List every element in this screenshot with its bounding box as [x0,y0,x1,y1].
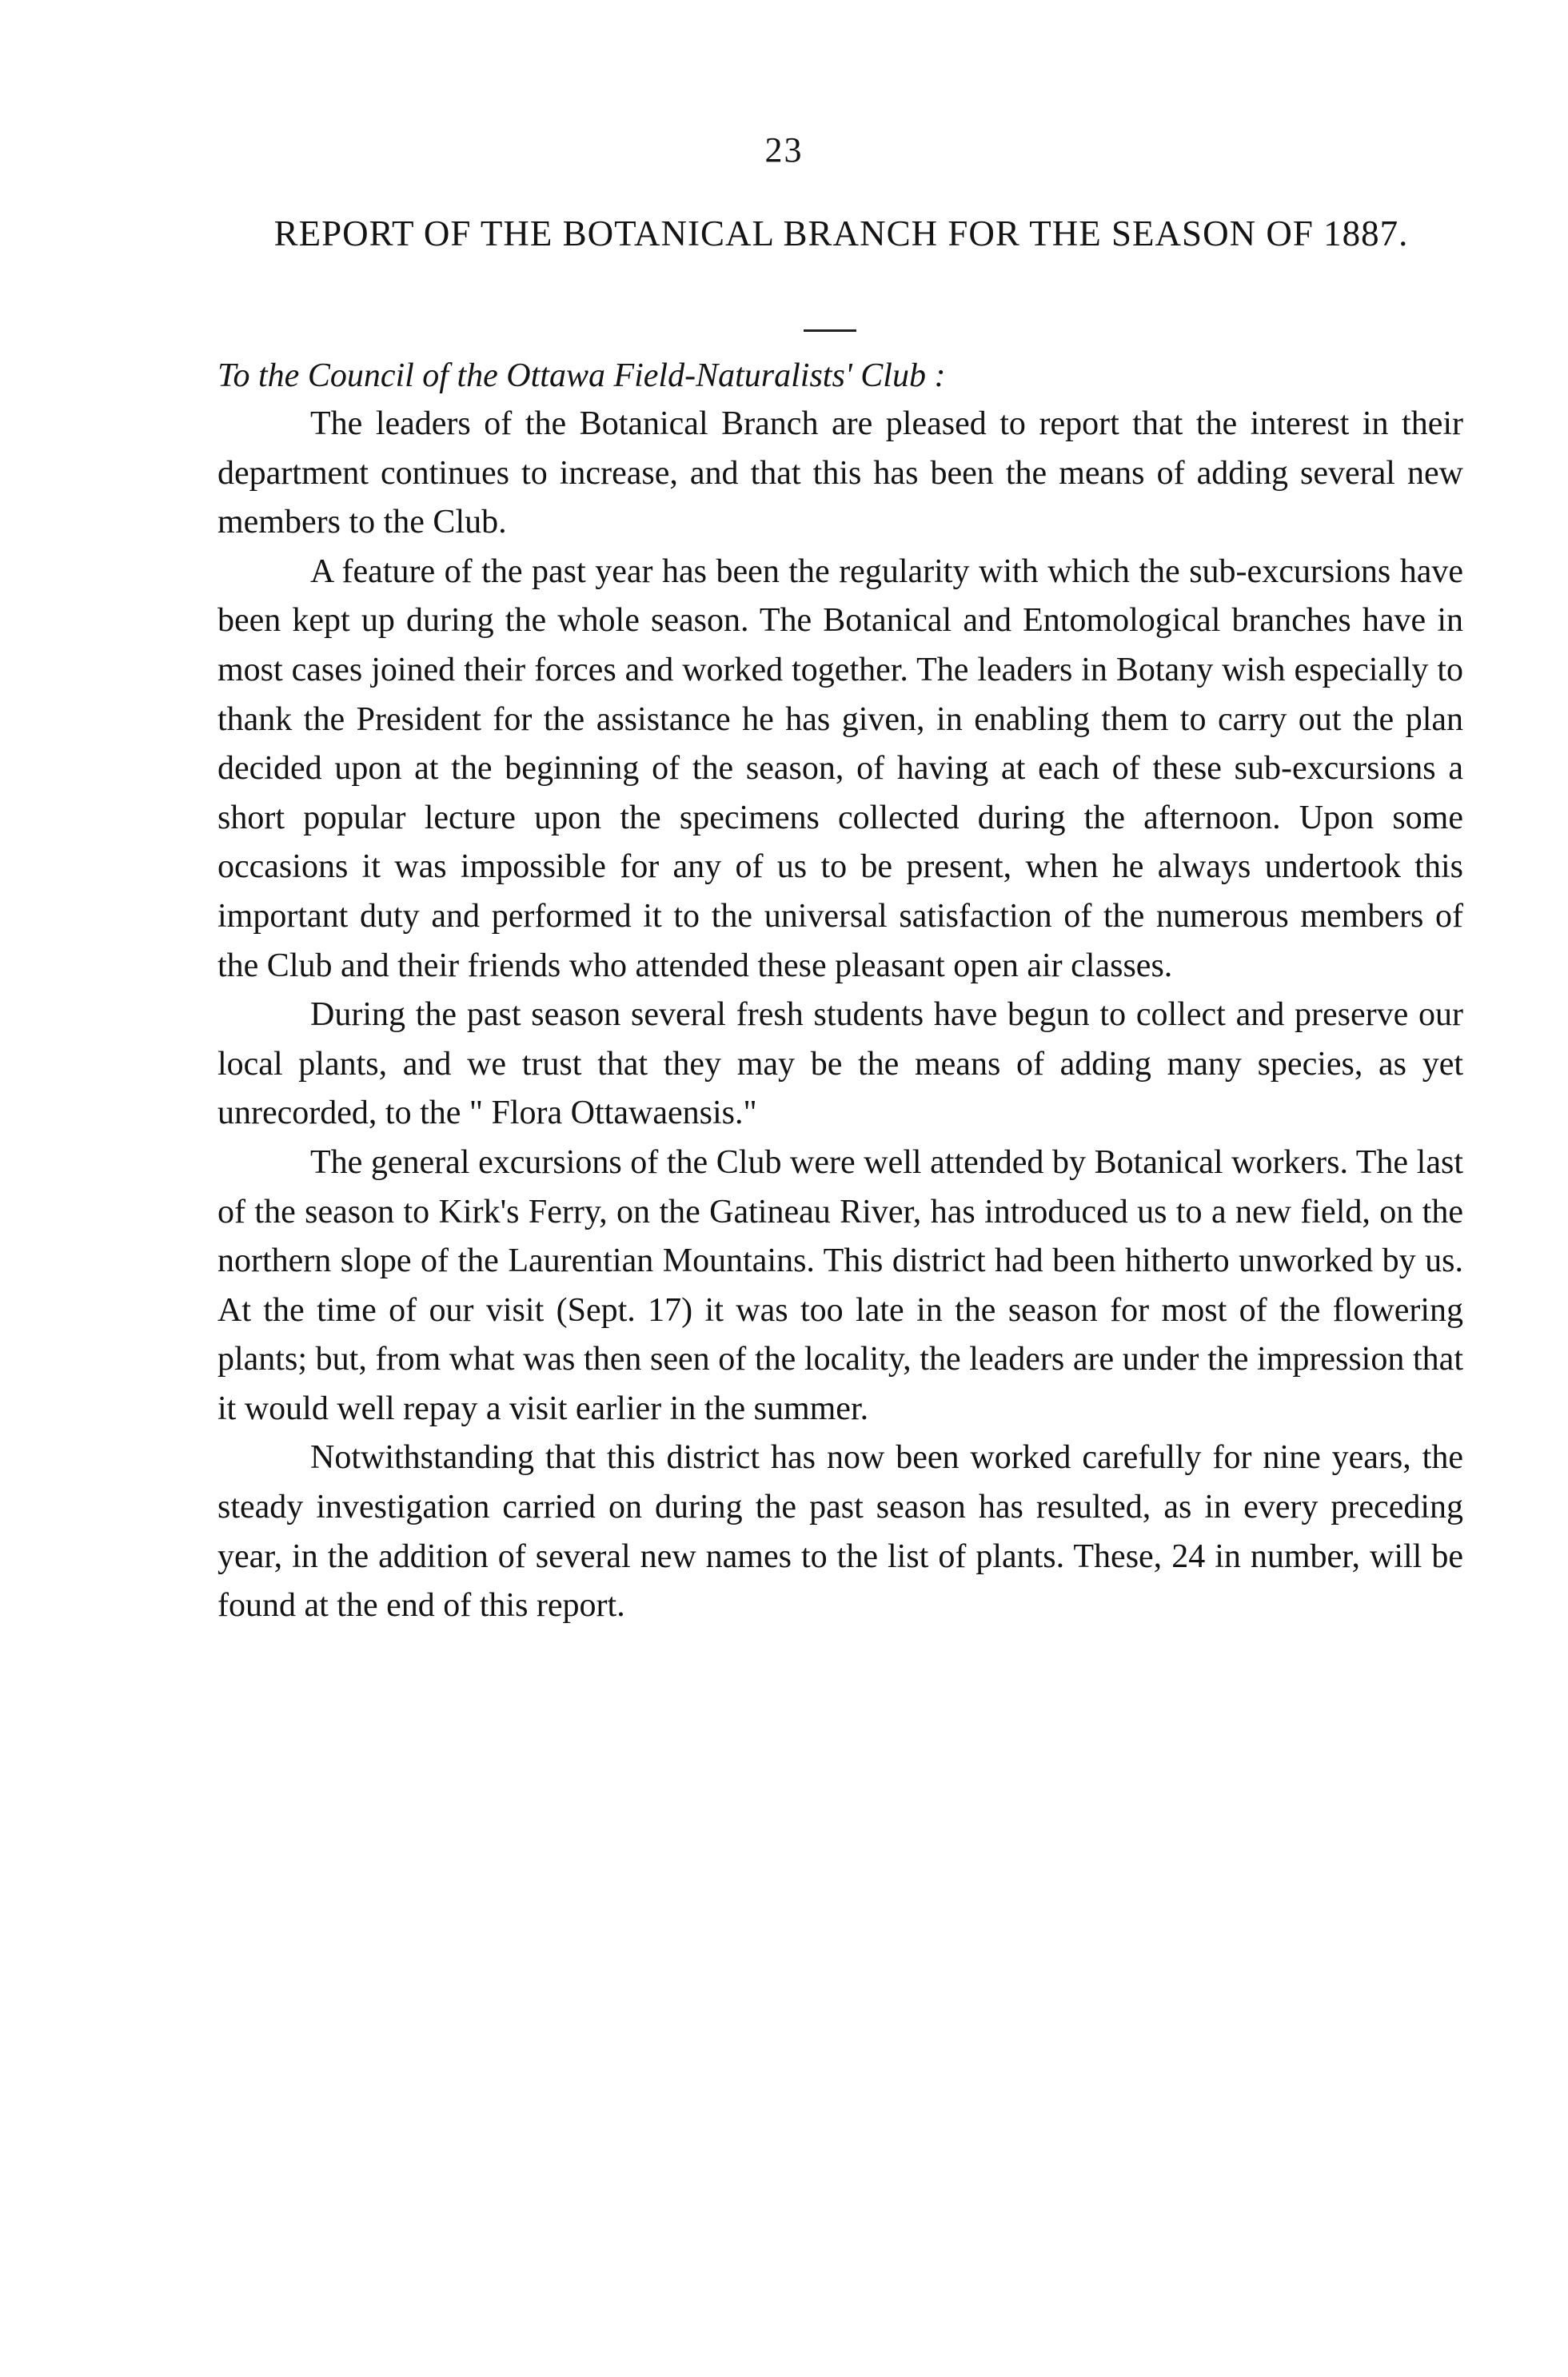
salutation: To the Council of the Ottawa Field-Naturalists' Club : [217,357,946,394]
report-title: REPORT OF THE BOTANICAL BRANCH FOR THE SEASON OF 1887. [273,213,1409,253]
paragraph: During the past season several fresh students have begun to collect and preserve our local plants, and we trust that they may be the means of adding many species, as yet unrecorded, to the " Flora Ottawaensis." [217,996,1463,1132]
paragraph: A feature of the past year has been the regularity with which the sub-excursions have been kept up during the whole season. The Botanical and Entomological branches have in most cases joined their forces and worked together. The leaders in Botany wish especially to thank the President for the assistance he has given, in enabling them to carry out the plan decided upon at the beginning of the season, of having at each of these sub-excursions a short popular lecture upon the specimens collected during the afternoon. Upon some occasions it was impossible for any of us to be present, when he always undertook this important duty and performed it to the universal satisfaction of the numerous members of the Club and their friends who attended these pleasant open air classes. [217,552,1463,984]
page-number: 23 [764,130,804,170]
title-divider [804,329,856,332]
paragraph: Notwithstanding that this district has now been worked carefully for nine years, the steady investigation carried on during the past season has resulted, as in every preceding year, in the addition of several new names to the list of plants. These, 24 in number, will be found at the end of this report. [217,1439,1463,1625]
report-body [217,400,1463,1631]
paragraph: The general excursions of the Club were well attended by Botanical workers. The last of the season to Kirk's Ferry, on the Gatineau River, has introduced us to a new field, on the northern slope of the Laurentian Mountains. This district had been hitherto unworked by us. At the time of our visit (Sept. 17) it was too late in the season for most of the flowering plants; but, from what was then seen of the locality, the leaders are under the impression that it would well repay a visit earlier in the summer. [217,1143,1463,1427]
paragraph: The leaders of the Botanical Branch are pleased to report that the interest in their department continues to increase, and that this has been the means of adding several new members to the Club. [217,405,1463,541]
